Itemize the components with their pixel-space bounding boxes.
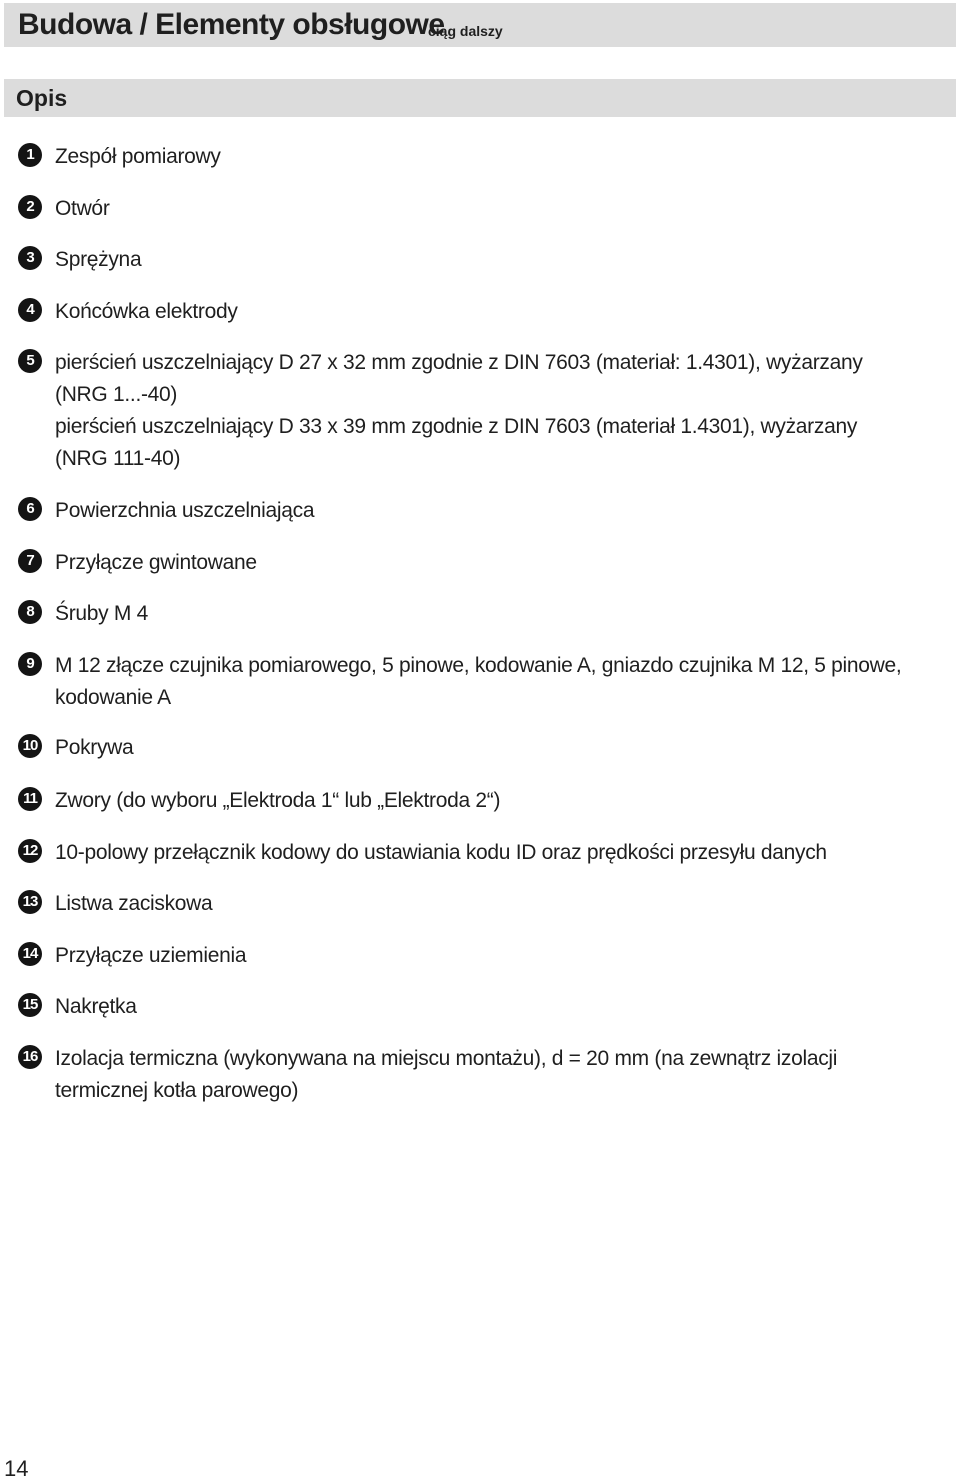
item-description-line: 10-polowy przełącznik kodowy do ustawiania kodu ID oraz prędkości przesyłu danych [55,841,827,864]
item-number-badge: 8 [18,600,42,624]
page-number: 14 [4,1456,29,1481]
item-number-badge: 11 [18,787,42,811]
item-number-badge: 14 [18,942,42,966]
item-description [55,991,915,1023]
item-description-line: Przyłącze gwintowane [55,551,257,574]
item-description [55,347,915,475]
item-description [55,650,915,714]
page-title: Budowa / Elementy obsługowe [18,8,445,41]
item-description-line: Pokrywa [55,736,134,759]
item-number-badge: 6 [18,497,42,521]
item-description-line: M 12 złącze czujnika pomiarowego, 5 pinowe, kodowanie A, gniazdo czujnika M 12, 5 pinowe, [55,654,902,677]
item-number-badge: 12 [18,839,42,863]
item-description-line: kodowanie A [55,686,171,709]
item-description-line: (NRG 1...-40) [55,383,178,406]
item-number-badge: 1 [18,143,42,167]
item-number-badge: 9 [18,652,42,676]
item-number-badge: 2 [18,195,42,219]
item-description-line: Izolacja termiczna (wykonywana na miejscu montażu), d = 20 mm (na zewnątrz izolacji [55,1047,838,1070]
item-description-line: Śruby M 4 [55,602,148,625]
item-number-badge: 5 [18,349,42,373]
item-description [55,1043,915,1107]
item-number-badge: 10 [18,734,42,758]
item-description-line: termicznej kotła parowego) [55,1079,299,1102]
item-description-line: Powierzchnia uszczelniająca [55,499,315,522]
item-description [55,837,915,869]
item-description [55,732,915,764]
item-description-line: Końcówka elektrody [55,300,238,323]
item-number-badge: 15 [18,993,42,1017]
item-description [55,495,915,527]
item-number-badge: 7 [18,549,42,573]
item-description-line: Nakrętka [55,995,137,1018]
item-number-badge: 3 [18,246,42,270]
item-number-badge: 16 [18,1045,42,1069]
section-title: Opis [16,85,68,111]
item-description-line: Zwory (do wyboru „Elektroda 1“ lub „Elektroda 2“) [55,789,501,812]
item-description-line: Listwa zaciskowa [55,892,213,915]
item-description [55,141,915,173]
section-header [4,79,956,117]
item-description [55,547,915,579]
item-description [55,244,915,276]
page-subtitle: ciąg dalszy [428,23,503,39]
item-description [55,598,915,630]
item-description [55,193,915,225]
item-description-line: pierścień uszczelniający D 27 x 32 mm zgodnie z DIN 7603 (materiał: 1.4301), wyżarzany [55,351,863,374]
item-description [55,940,915,972]
item-description-line: Sprężyna [55,248,142,271]
item-description-line: Przyłącze uziemienia [55,944,247,967]
item-number-badge: 13 [18,890,42,914]
item-description [55,296,915,328]
item-description-line: Zespół pomiarowy [55,145,221,168]
item-description-line: Otwór [55,197,110,220]
item-number-badge: 4 [18,298,42,322]
item-description-line: (NRG 111-40) [55,447,181,470]
page-header [4,3,956,47]
item-description [55,888,915,920]
item-description-line: pierścień uszczelniający D 33 x 39 mm zgodnie z DIN 7603 (materiał 1.4301), wyżarzany [55,415,858,438]
item-description [55,785,915,817]
